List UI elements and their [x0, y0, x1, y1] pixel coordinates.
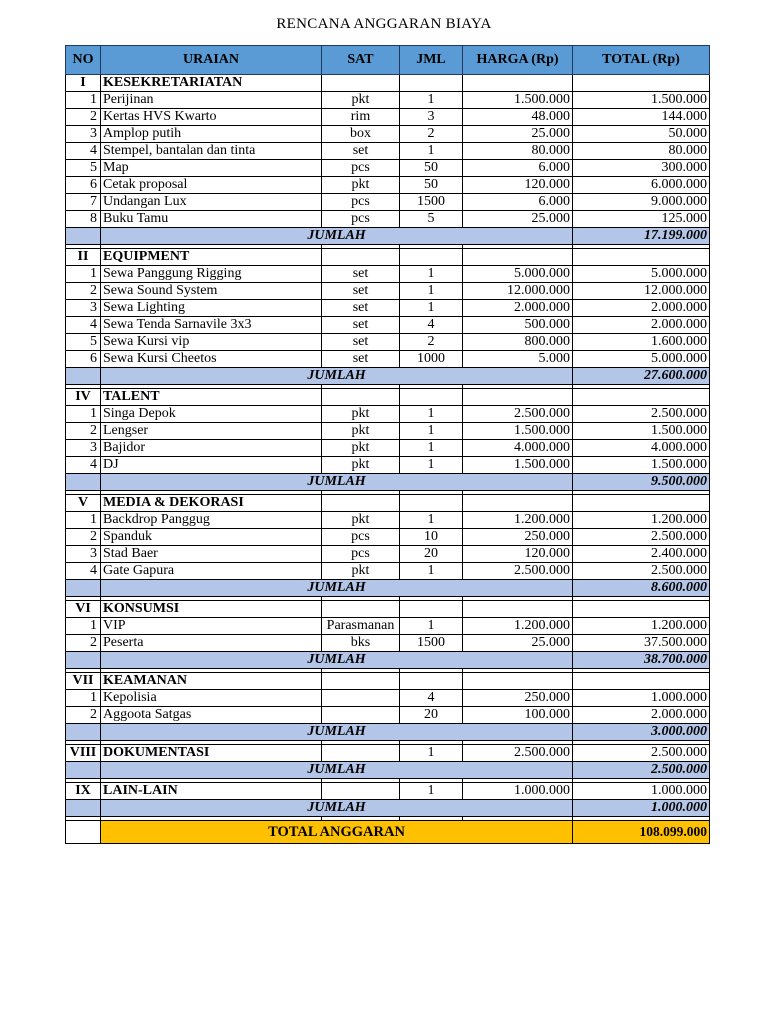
section-sat: [322, 75, 400, 92]
item-total: 6.000.000: [573, 177, 710, 194]
item-unit: set: [322, 334, 400, 351]
table-row: [66, 109, 710, 126]
section-total: 1.000.000: [573, 783, 710, 800]
table-row: [66, 283, 710, 300]
section-jml: [400, 673, 463, 690]
section-jml: [400, 495, 463, 512]
section-total: [573, 249, 710, 266]
table-row: [66, 546, 710, 563]
item-price: 500.000: [463, 317, 573, 334]
table-row: [66, 512, 710, 529]
section-name: EQUIPMENT: [101, 249, 322, 266]
budget-table: [65, 45, 710, 844]
subtotal-row: [66, 474, 710, 491]
section-harga: [463, 249, 573, 266]
item-total: 12.000.000: [573, 283, 710, 300]
section-harga: [463, 495, 573, 512]
item-unit: rim: [322, 109, 400, 126]
item-description: Undangan Lux: [101, 194, 322, 211]
item-total: 2.000.000: [573, 317, 710, 334]
subtotal-blank: [66, 652, 101, 669]
item-price: 6.000: [463, 194, 573, 211]
item-quantity: 50: [400, 177, 463, 194]
section-number: VIII: [66, 745, 101, 762]
item-price: 25.000: [463, 126, 573, 143]
item-number: 4: [66, 317, 101, 334]
subtotal-row: [66, 228, 710, 245]
item-quantity: 1: [400, 143, 463, 160]
table-row: [66, 160, 710, 177]
subtotal-blank: [66, 228, 101, 245]
item-total: 1.000.000: [573, 690, 710, 707]
item-price: 1.500.000: [463, 457, 573, 474]
item-number: 2: [66, 635, 101, 652]
item-total: 1.600.000: [573, 334, 710, 351]
item-unit: pkt: [322, 512, 400, 529]
section-sat: [322, 745, 400, 762]
section-number: IV: [66, 389, 101, 406]
item-price: 80.000: [463, 143, 573, 160]
section-jml: [400, 75, 463, 92]
grand-total-blank: [66, 821, 101, 844]
header-sat: SAT: [322, 46, 400, 75]
item-total: 37.500.000: [573, 635, 710, 652]
section-sat: [322, 389, 400, 406]
item-unit: set: [322, 300, 400, 317]
section-total: [573, 495, 710, 512]
header-jml: JML: [400, 46, 463, 75]
section-row: [66, 75, 710, 92]
item-quantity: 1: [400, 457, 463, 474]
item-total: 1.500.000: [573, 423, 710, 440]
item-description: Sewa Tenda Sarnavile 3x3: [101, 317, 322, 334]
section-harga: 2.500.000: [463, 745, 573, 762]
item-unit: set: [322, 283, 400, 300]
item-quantity: 1: [400, 300, 463, 317]
item-unit: set: [322, 266, 400, 283]
item-number: 7: [66, 194, 101, 211]
item-price: 250.000: [463, 529, 573, 546]
subtotal-value: 2.500.000: [573, 762, 710, 779]
item-quantity: 1: [400, 618, 463, 635]
item-total: 1.200.000: [573, 512, 710, 529]
item-number: 1: [66, 690, 101, 707]
item-price: 25.000: [463, 211, 573, 228]
item-total: 1.500.000: [573, 92, 710, 109]
item-description: Lengser: [101, 423, 322, 440]
item-total: 1.200.000: [573, 618, 710, 635]
grand-total-value: 108.099.000: [573, 821, 710, 844]
grand-total-row: [66, 821, 710, 844]
table-row: [66, 690, 710, 707]
item-number: 1: [66, 618, 101, 635]
section-total: [573, 389, 710, 406]
subtotal-value: 17.199.000: [573, 228, 710, 245]
item-description: Stempel, bantalan dan tinta: [101, 143, 322, 160]
item-quantity: 50: [400, 160, 463, 177]
section-row: [66, 673, 710, 690]
item-quantity: 1: [400, 283, 463, 300]
item-price: 1.200.000: [463, 618, 573, 635]
subtotal-blank: [66, 724, 101, 741]
section-number: VII: [66, 673, 101, 690]
subtotal-value: 8.600.000: [573, 580, 710, 597]
subtotal-value: 3.000.000: [573, 724, 710, 741]
section-jml: [400, 601, 463, 618]
subtotal-row: [66, 724, 710, 741]
subtotal-label: JUMLAH: [101, 652, 573, 669]
section-sat: [322, 783, 400, 800]
item-quantity: 20: [400, 546, 463, 563]
item-quantity: 1000: [400, 351, 463, 368]
item-description: VIP: [101, 618, 322, 635]
section-name: KONSUMSI: [101, 601, 322, 618]
header-uraian: URAIAN: [101, 46, 322, 75]
item-description: Sewa Lighting: [101, 300, 322, 317]
item-price: 2.500.000: [463, 406, 573, 423]
table-row: [66, 334, 710, 351]
subtotal-label: JUMLAH: [101, 724, 573, 741]
item-number: 4: [66, 457, 101, 474]
item-description: Cetak proposal: [101, 177, 322, 194]
subtotal-value: 9.500.000: [573, 474, 710, 491]
item-description: Amplop putih: [101, 126, 322, 143]
item-price: 12.000.000: [463, 283, 573, 300]
item-total: 2.500.000: [573, 563, 710, 580]
section-jml: [400, 249, 463, 266]
item-description: DJ: [101, 457, 322, 474]
section-harga: [463, 601, 573, 618]
item-description: Map: [101, 160, 322, 177]
subtotal-label: JUMLAH: [101, 228, 573, 245]
item-quantity: 10: [400, 529, 463, 546]
section-name: DOKUMENTASI: [101, 745, 322, 762]
item-number: 1: [66, 266, 101, 283]
subtotal-blank: [66, 474, 101, 491]
table-row: [66, 211, 710, 228]
item-unit: pkt: [322, 406, 400, 423]
section-sat: [322, 601, 400, 618]
subtotal-value: 38.700.000: [573, 652, 710, 669]
item-unit: pkt: [322, 177, 400, 194]
item-total: 2.000.000: [573, 300, 710, 317]
item-unit: pcs: [322, 529, 400, 546]
section-number: V: [66, 495, 101, 512]
item-total: 80.000: [573, 143, 710, 160]
item-description: Stad Baer: [101, 546, 322, 563]
subtotal-row: [66, 652, 710, 669]
item-total: 125.000: [573, 211, 710, 228]
item-total: 2.400.000: [573, 546, 710, 563]
item-price: 1.500.000: [463, 92, 573, 109]
section-row: [66, 601, 710, 618]
section-number: VI: [66, 601, 101, 618]
item-quantity: 1: [400, 266, 463, 283]
item-price: 25.000: [463, 635, 573, 652]
section-harga: [463, 389, 573, 406]
item-number: 5: [66, 334, 101, 351]
subtotal-label: JUMLAH: [101, 762, 573, 779]
section-number: IX: [66, 783, 101, 800]
item-number: 2: [66, 707, 101, 724]
table-row: [66, 423, 710, 440]
grand-total-label: TOTAL ANGGARAN: [101, 821, 573, 844]
section-jml: 1: [400, 783, 463, 800]
item-price: 48.000: [463, 109, 573, 126]
subtotal-row: [66, 800, 710, 817]
item-quantity: 20: [400, 707, 463, 724]
table-row: [66, 635, 710, 652]
item-quantity: 1: [400, 423, 463, 440]
item-unit: box: [322, 126, 400, 143]
table-row: [66, 317, 710, 334]
item-number: 8: [66, 211, 101, 228]
table-row: [66, 300, 710, 317]
subtotal-row: [66, 368, 710, 385]
section-name: MEDIA & DEKORASI: [101, 495, 322, 512]
item-description: Sewa Kursi vip: [101, 334, 322, 351]
item-total: 2.500.000: [573, 406, 710, 423]
item-unit: set: [322, 317, 400, 334]
item-total: 2.500.000: [573, 529, 710, 546]
item-unit: pcs: [322, 546, 400, 563]
item-unit: pcs: [322, 211, 400, 228]
item-total: 50.000: [573, 126, 710, 143]
item-description: Sewa Panggung Rigging: [101, 266, 322, 283]
item-description: Spanduk: [101, 529, 322, 546]
item-unit: pkt: [322, 457, 400, 474]
item-price: 6.000: [463, 160, 573, 177]
table-body: [66, 75, 710, 844]
section-row: [66, 389, 710, 406]
item-number: 4: [66, 563, 101, 580]
item-quantity: 3: [400, 109, 463, 126]
item-unit: [322, 707, 400, 724]
table-row: [66, 126, 710, 143]
subtotal-value: 1.000.000: [573, 800, 710, 817]
item-number: 6: [66, 177, 101, 194]
item-price: 1.200.000: [463, 512, 573, 529]
section-harga: [463, 673, 573, 690]
item-total: 9.000.000: [573, 194, 710, 211]
section-sat: [322, 495, 400, 512]
item-number: 2: [66, 109, 101, 126]
item-number: 3: [66, 300, 101, 317]
subtotal-label: JUMLAH: [101, 580, 573, 597]
table-row: [66, 618, 710, 635]
header-no: NO: [66, 46, 101, 75]
item-quantity: 1: [400, 406, 463, 423]
item-description: Buku Tamu: [101, 211, 322, 228]
table-row: [66, 266, 710, 283]
table-row: [66, 194, 710, 211]
subtotal-row: [66, 580, 710, 597]
item-quantity: 1: [400, 440, 463, 457]
section-sat: [322, 673, 400, 690]
section-jml: 1: [400, 745, 463, 762]
item-quantity: 1: [400, 92, 463, 109]
section-harga: [463, 75, 573, 92]
table-row: [66, 440, 710, 457]
section-row: [66, 249, 710, 266]
item-unit: pkt: [322, 563, 400, 580]
item-unit: bks: [322, 635, 400, 652]
table-row: [66, 92, 710, 109]
item-price: 2.000.000: [463, 300, 573, 317]
item-unit: pcs: [322, 194, 400, 211]
item-unit: Parasmanan: [322, 618, 400, 635]
item-quantity: 4: [400, 317, 463, 334]
table-row: [66, 457, 710, 474]
table-row: [66, 351, 710, 368]
item-price: 5.000: [463, 351, 573, 368]
item-number: 5: [66, 160, 101, 177]
section-jml: [400, 389, 463, 406]
item-price: 2.500.000: [463, 563, 573, 580]
section-row: [66, 495, 710, 512]
item-description: Singa Depok: [101, 406, 322, 423]
table-row: [66, 563, 710, 580]
item-number: 3: [66, 546, 101, 563]
subtotal-label: JUMLAH: [101, 474, 573, 491]
item-quantity: 2: [400, 126, 463, 143]
subtotal-value: 27.600.000: [573, 368, 710, 385]
subtotal-label: JUMLAH: [101, 368, 573, 385]
item-unit: pkt: [322, 440, 400, 457]
item-price: 4.000.000: [463, 440, 573, 457]
section-name: TALENT: [101, 389, 322, 406]
table-header-row: [66, 46, 710, 75]
item-total: 5.000.000: [573, 351, 710, 368]
item-description: Kepolisia: [101, 690, 322, 707]
table-row: [66, 406, 710, 423]
item-number: 3: [66, 126, 101, 143]
item-number: 1: [66, 512, 101, 529]
subtotal-blank: [66, 368, 101, 385]
section-total: 2.500.000: [573, 745, 710, 762]
item-description: Aggoota Satgas: [101, 707, 322, 724]
item-price: 5.000.000: [463, 266, 573, 283]
item-quantity: 1500: [400, 635, 463, 652]
section-total: [573, 673, 710, 690]
table-row: [66, 143, 710, 160]
item-unit: pkt: [322, 92, 400, 109]
subtotal-blank: [66, 580, 101, 597]
section-name: LAIN-LAIN: [101, 783, 322, 800]
subtotal-label: JUMLAH: [101, 800, 573, 817]
table-row: [66, 707, 710, 724]
section-total: [573, 601, 710, 618]
item-number: 4: [66, 143, 101, 160]
item-number: 2: [66, 529, 101, 546]
item-total: 2.000.000: [573, 707, 710, 724]
item-number: 1: [66, 92, 101, 109]
header-harga: HARGA (Rp): [463, 46, 573, 75]
item-description: Bajidor: [101, 440, 322, 457]
item-total: 4.000.000: [573, 440, 710, 457]
section-number: I: [66, 75, 101, 92]
section-number: II: [66, 249, 101, 266]
item-description: Gate Gapura: [101, 563, 322, 580]
item-unit: [322, 690, 400, 707]
item-description: Perijinan: [101, 92, 322, 109]
item-price: 250.000: [463, 690, 573, 707]
item-quantity: 2: [400, 334, 463, 351]
section-sat: [322, 249, 400, 266]
section-harga: 1.000.000: [463, 783, 573, 800]
item-price: 1.500.000: [463, 423, 573, 440]
item-number: 3: [66, 440, 101, 457]
section-name: KESEKRETARIATAN: [101, 75, 322, 92]
item-unit: set: [322, 351, 400, 368]
section-total: [573, 75, 710, 92]
item-quantity: 5: [400, 211, 463, 228]
item-number: 6: [66, 351, 101, 368]
table-row: [66, 177, 710, 194]
item-quantity: 4: [400, 690, 463, 707]
item-number: 2: [66, 283, 101, 300]
item-total: 1.500.000: [573, 457, 710, 474]
section-name: KEAMANAN: [101, 673, 322, 690]
item-price: 120.000: [463, 177, 573, 194]
item-total: 5.000.000: [573, 266, 710, 283]
item-price: 100.000: [463, 707, 573, 724]
section-row: [66, 783, 710, 800]
item-number: 1: [66, 406, 101, 423]
item-unit: set: [322, 143, 400, 160]
item-total: 300.000: [573, 160, 710, 177]
item-description: Kertas HVS Kwarto: [101, 109, 322, 126]
item-quantity: 1: [400, 512, 463, 529]
subtotal-blank: [66, 762, 101, 779]
item-description: Backdrop Panggug: [101, 512, 322, 529]
item-price: 800.000: [463, 334, 573, 351]
header-total: TOTAL (Rp): [573, 46, 710, 75]
subtotal-blank: [66, 800, 101, 817]
document-title: RENCANA ANGGARAN BIAYA: [276, 16, 492, 32]
subtotal-row: [66, 762, 710, 779]
item-description: Peserta: [101, 635, 322, 652]
section-row: [66, 745, 710, 762]
item-description: Sewa Kursi Cheetos: [101, 351, 322, 368]
item-number: 2: [66, 423, 101, 440]
item-unit: pkt: [322, 423, 400, 440]
item-description: Sewa Sound System: [101, 283, 322, 300]
item-total: 144.000: [573, 109, 710, 126]
item-unit: pcs: [322, 160, 400, 177]
item-quantity: 1: [400, 563, 463, 580]
table-row: [66, 529, 710, 546]
item-quantity: 1500: [400, 194, 463, 211]
item-price: 120.000: [463, 546, 573, 563]
